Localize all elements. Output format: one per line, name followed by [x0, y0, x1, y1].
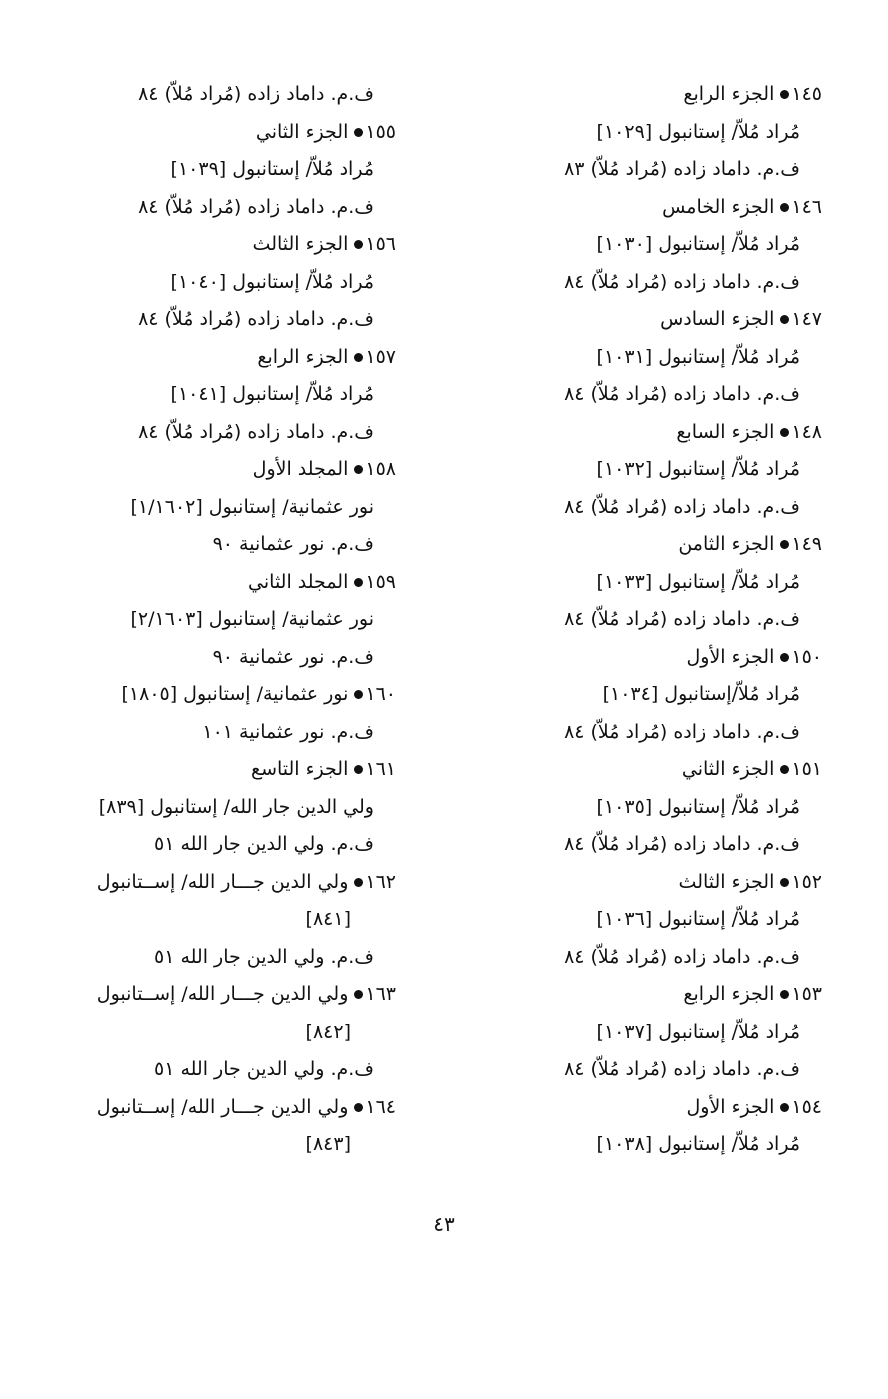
microfilm-reference: ف.م. ولي الدين جار الله ٥١: [153, 833, 374, 855]
entry-number: ١٥٧: [365, 345, 396, 368]
catalog-entry: [46, 751, 396, 789]
microfilm-reference: ف.م. داماد زاده (مُراد مُلاّ) ٨٣: [564, 158, 800, 180]
catalog-entry: [470, 526, 822, 564]
entry-continuation: [٨٤٢]: [305, 1020, 351, 1043]
entry-title: الجزء الرابع: [257, 345, 349, 368]
microfilm-reference: ف.م. داماد زاده (مُراد مُلاّ) ٨٤: [564, 833, 800, 855]
microfilm-reference: ف.م. داماد زاده (مُراد مُلاّ) ٨٤: [564, 945, 800, 968]
manuscript-location: مُراد مُلاّ/ إستانبول [١٠٣٠]: [596, 233, 800, 255]
bullet-icon: [780, 203, 789, 212]
entry-number: ١٦٤: [365, 1095, 396, 1118]
entry-title: الجزء الثالث: [252, 233, 349, 255]
manuscript-location: نور عثمانية/ إستانبول [١/١٦٠٢]: [130, 495, 374, 518]
entry-title: المجلد الأول: [252, 458, 349, 480]
entry-title: ولي الدين جـــار الله/ إســتانبول: [96, 870, 349, 893]
microfilm-reference: ف.م. داماد زاده (مُراد مُلاّ) ٨٤: [564, 608, 800, 630]
entry-number: ١٦٢: [365, 870, 396, 893]
microfilm-reference: ف.م. داماد زاده (مُراد مُلاّ) ٨٤: [138, 308, 374, 330]
entry-title: الجزء الرابع: [683, 983, 775, 1005]
entry-number: ١٦١: [365, 758, 396, 780]
catalog-entry: [46, 676, 396, 714]
microfilm-reference: ف.م. داماد زاده (مُراد مُلاّ) ٨٤: [138, 83, 374, 105]
manuscript-location: مُراد مُلاّ/ إستانبول [١٠٤٠]: [170, 270, 374, 293]
entry-number: ١٥٠: [791, 645, 822, 668]
catalog-entry: [470, 76, 822, 114]
microfilm-reference: ف.م. داماد زاده (مُراد مُلاّ) ٨٤: [564, 495, 800, 518]
entry-title: الجزء الثاني: [681, 758, 775, 780]
entry-title: نور عثمانية/ إستانبول [١٨٠٥]: [121, 683, 349, 705]
bullet-icon: [354, 353, 363, 362]
entry-title: الجزء الأول: [686, 645, 775, 668]
entry-number: ١٤٧: [791, 308, 822, 330]
entry-title: الجزء السادس: [660, 308, 775, 330]
bullet-icon: [354, 578, 363, 587]
entry-continuation: [٨٤٣]: [305, 1133, 351, 1155]
catalog-entry: [470, 189, 822, 227]
catalog-entry: [46, 339, 396, 377]
entry-number: ١٥٤: [791, 1095, 822, 1118]
entry-title: الجزء الثامن: [678, 533, 775, 555]
microfilm-reference: ف.م. نور عثمانية ١٠١: [202, 720, 374, 743]
entry-number: ١٤٩: [791, 533, 822, 555]
bullet-icon: [780, 1103, 789, 1112]
bullet-icon: [354, 465, 363, 474]
bullet-icon: [354, 878, 363, 887]
entry-title: الجزء التاسع: [250, 758, 349, 780]
catalog-entry: [46, 1089, 396, 1127]
entry-number: ١٥٨: [365, 458, 396, 480]
catalog-entry: [46, 226, 396, 264]
manuscript-location: نور عثمانية/ إستانبول [٢/١٦٠٣]: [130, 608, 374, 630]
manuscript-location: مُراد مُلاّ/ إستانبول [١٠٣٦]: [596, 908, 800, 930]
entry-number: ١٤٦: [791, 195, 822, 218]
entry-number: ١٥٩: [365, 570, 396, 593]
bullet-icon: [354, 1103, 363, 1112]
entry-number: ١٥٥: [365, 120, 396, 143]
catalog-entry: [470, 864, 822, 902]
entry-title: الجزء الثاني: [255, 120, 349, 143]
entry-title: المجلد الثاني: [248, 570, 349, 593]
catalog-entry: [46, 976, 396, 1014]
page-number: ٤٣: [433, 1212, 455, 1236]
manuscript-location: مُراد مُلاّ/ إستانبول [١٠٣٩]: [170, 158, 374, 180]
microfilm-reference: ف.م. داماد زاده (مُراد مُلاّ) ٨٤: [564, 270, 800, 293]
entry-title: ولي الدين جـــار الله/ إســتانبول: [96, 983, 349, 1005]
manuscript-location: مُراد مُلاّ/ إستانبول [١٠٣٥]: [596, 795, 800, 818]
bullet-icon: [780, 765, 789, 774]
catalog-entry: [470, 301, 822, 339]
bullet-icon: [780, 90, 789, 99]
bullet-icon: [354, 990, 363, 999]
entry-title: الجزء الخامس: [662, 195, 775, 218]
entry-title: الجزء الثالث: [678, 870, 775, 893]
entry-continuation: [٨٤١]: [305, 908, 351, 930]
catalog-entry: [470, 976, 822, 1014]
entry-number: ١٥١: [791, 758, 822, 780]
catalog-entry: [46, 114, 396, 152]
entry-title: ولي الدين جـــار الله/ إســتانبول: [96, 1095, 349, 1118]
entry-number: ١٥٢: [791, 870, 822, 893]
microfilm-reference: ف.م. نور عثمانية ٩٠: [212, 645, 374, 668]
manuscript-location: مُراد مُلاّ/ إستانبول [١٠٢٩]: [596, 120, 800, 143]
entry-number: ١٤٥: [791, 83, 822, 105]
entry-title: الجزء الأول: [686, 1095, 775, 1118]
entry-number: ١٤٨: [791, 420, 822, 443]
microfilm-reference: ف.م. داماد زاده (مُراد مُلاّ) ٨٤: [138, 195, 374, 218]
left-column: [46, 76, 396, 1164]
catalog-entry: [46, 564, 396, 602]
catalog-entry: [470, 751, 822, 789]
microfilm-reference: ف.م. داماد زاده (مُراد مُلاّ) ٨٤: [564, 1058, 800, 1080]
manuscript-location: مُراد مُلاّ/ إستانبول [١٠٣٨]: [596, 1133, 800, 1155]
microfilm-reference: ف.م. داماد زاده (مُراد مُلاّ) ٨٤: [138, 420, 374, 443]
entry-number: ١٦٠: [365, 683, 396, 705]
microfilm-reference: ف.م. نور عثمانية ٩٠: [212, 533, 374, 555]
catalog-entry: [46, 864, 396, 902]
entry-number: ١٥٣: [791, 983, 822, 1005]
bullet-icon: [780, 540, 789, 549]
manuscript-location: مُراد مُلاّ/ إستانبول [١٠٣١]: [596, 345, 800, 368]
entry-number: ١٥٦: [365, 233, 396, 255]
bullet-icon: [354, 128, 363, 137]
manuscript-location: مُراد مُلاّ/ إستانبول [١٠٣٧]: [596, 1020, 800, 1043]
microfilm-reference: ف.م. داماد زاده (مُراد مُلاّ) ٨٤: [564, 383, 800, 405]
bullet-icon: [354, 240, 363, 249]
microfilm-reference: ف.م. ولي الدين جار الله ٥١: [153, 945, 374, 968]
bullet-icon: [354, 690, 363, 699]
manuscript-location: مُراد مُلاّ/ إستانبول [١٠٣٣]: [596, 570, 800, 593]
catalog-entry: [470, 414, 822, 452]
right-column: [470, 76, 822, 1164]
catalog-entry: [470, 639, 822, 677]
bullet-icon: [780, 428, 789, 437]
catalog-entry: [46, 451, 396, 489]
bullet-icon: [780, 990, 789, 999]
bullet-icon: [780, 315, 789, 324]
entry-title: الجزء الرابع: [683, 83, 775, 105]
entry-title: الجزء السابع: [676, 420, 775, 443]
manuscript-location: ولي الدين جار الله/ إستانبول [٨٣٩]: [98, 795, 374, 818]
bullet-icon: [780, 878, 789, 887]
catalog-entry: [470, 1089, 822, 1127]
entry-number: ١٦٣: [365, 983, 396, 1005]
manuscript-location: مُراد مُلاّ/إستانبول [١٠٣٤]: [602, 683, 800, 705]
microfilm-reference: ف.م. داماد زاده (مُراد مُلاّ) ٨٤: [564, 720, 800, 743]
bullet-icon: [354, 765, 363, 774]
manuscript-location: مُراد مُلاّ/ إستانبول [١٠٣٢]: [596, 458, 800, 480]
microfilm-reference: ف.م. ولي الدين جار الله ٥١: [153, 1058, 374, 1080]
manuscript-location: مُراد مُلاّ/ إستانبول [١٠٤١]: [170, 383, 374, 405]
bullet-icon: [780, 653, 789, 662]
